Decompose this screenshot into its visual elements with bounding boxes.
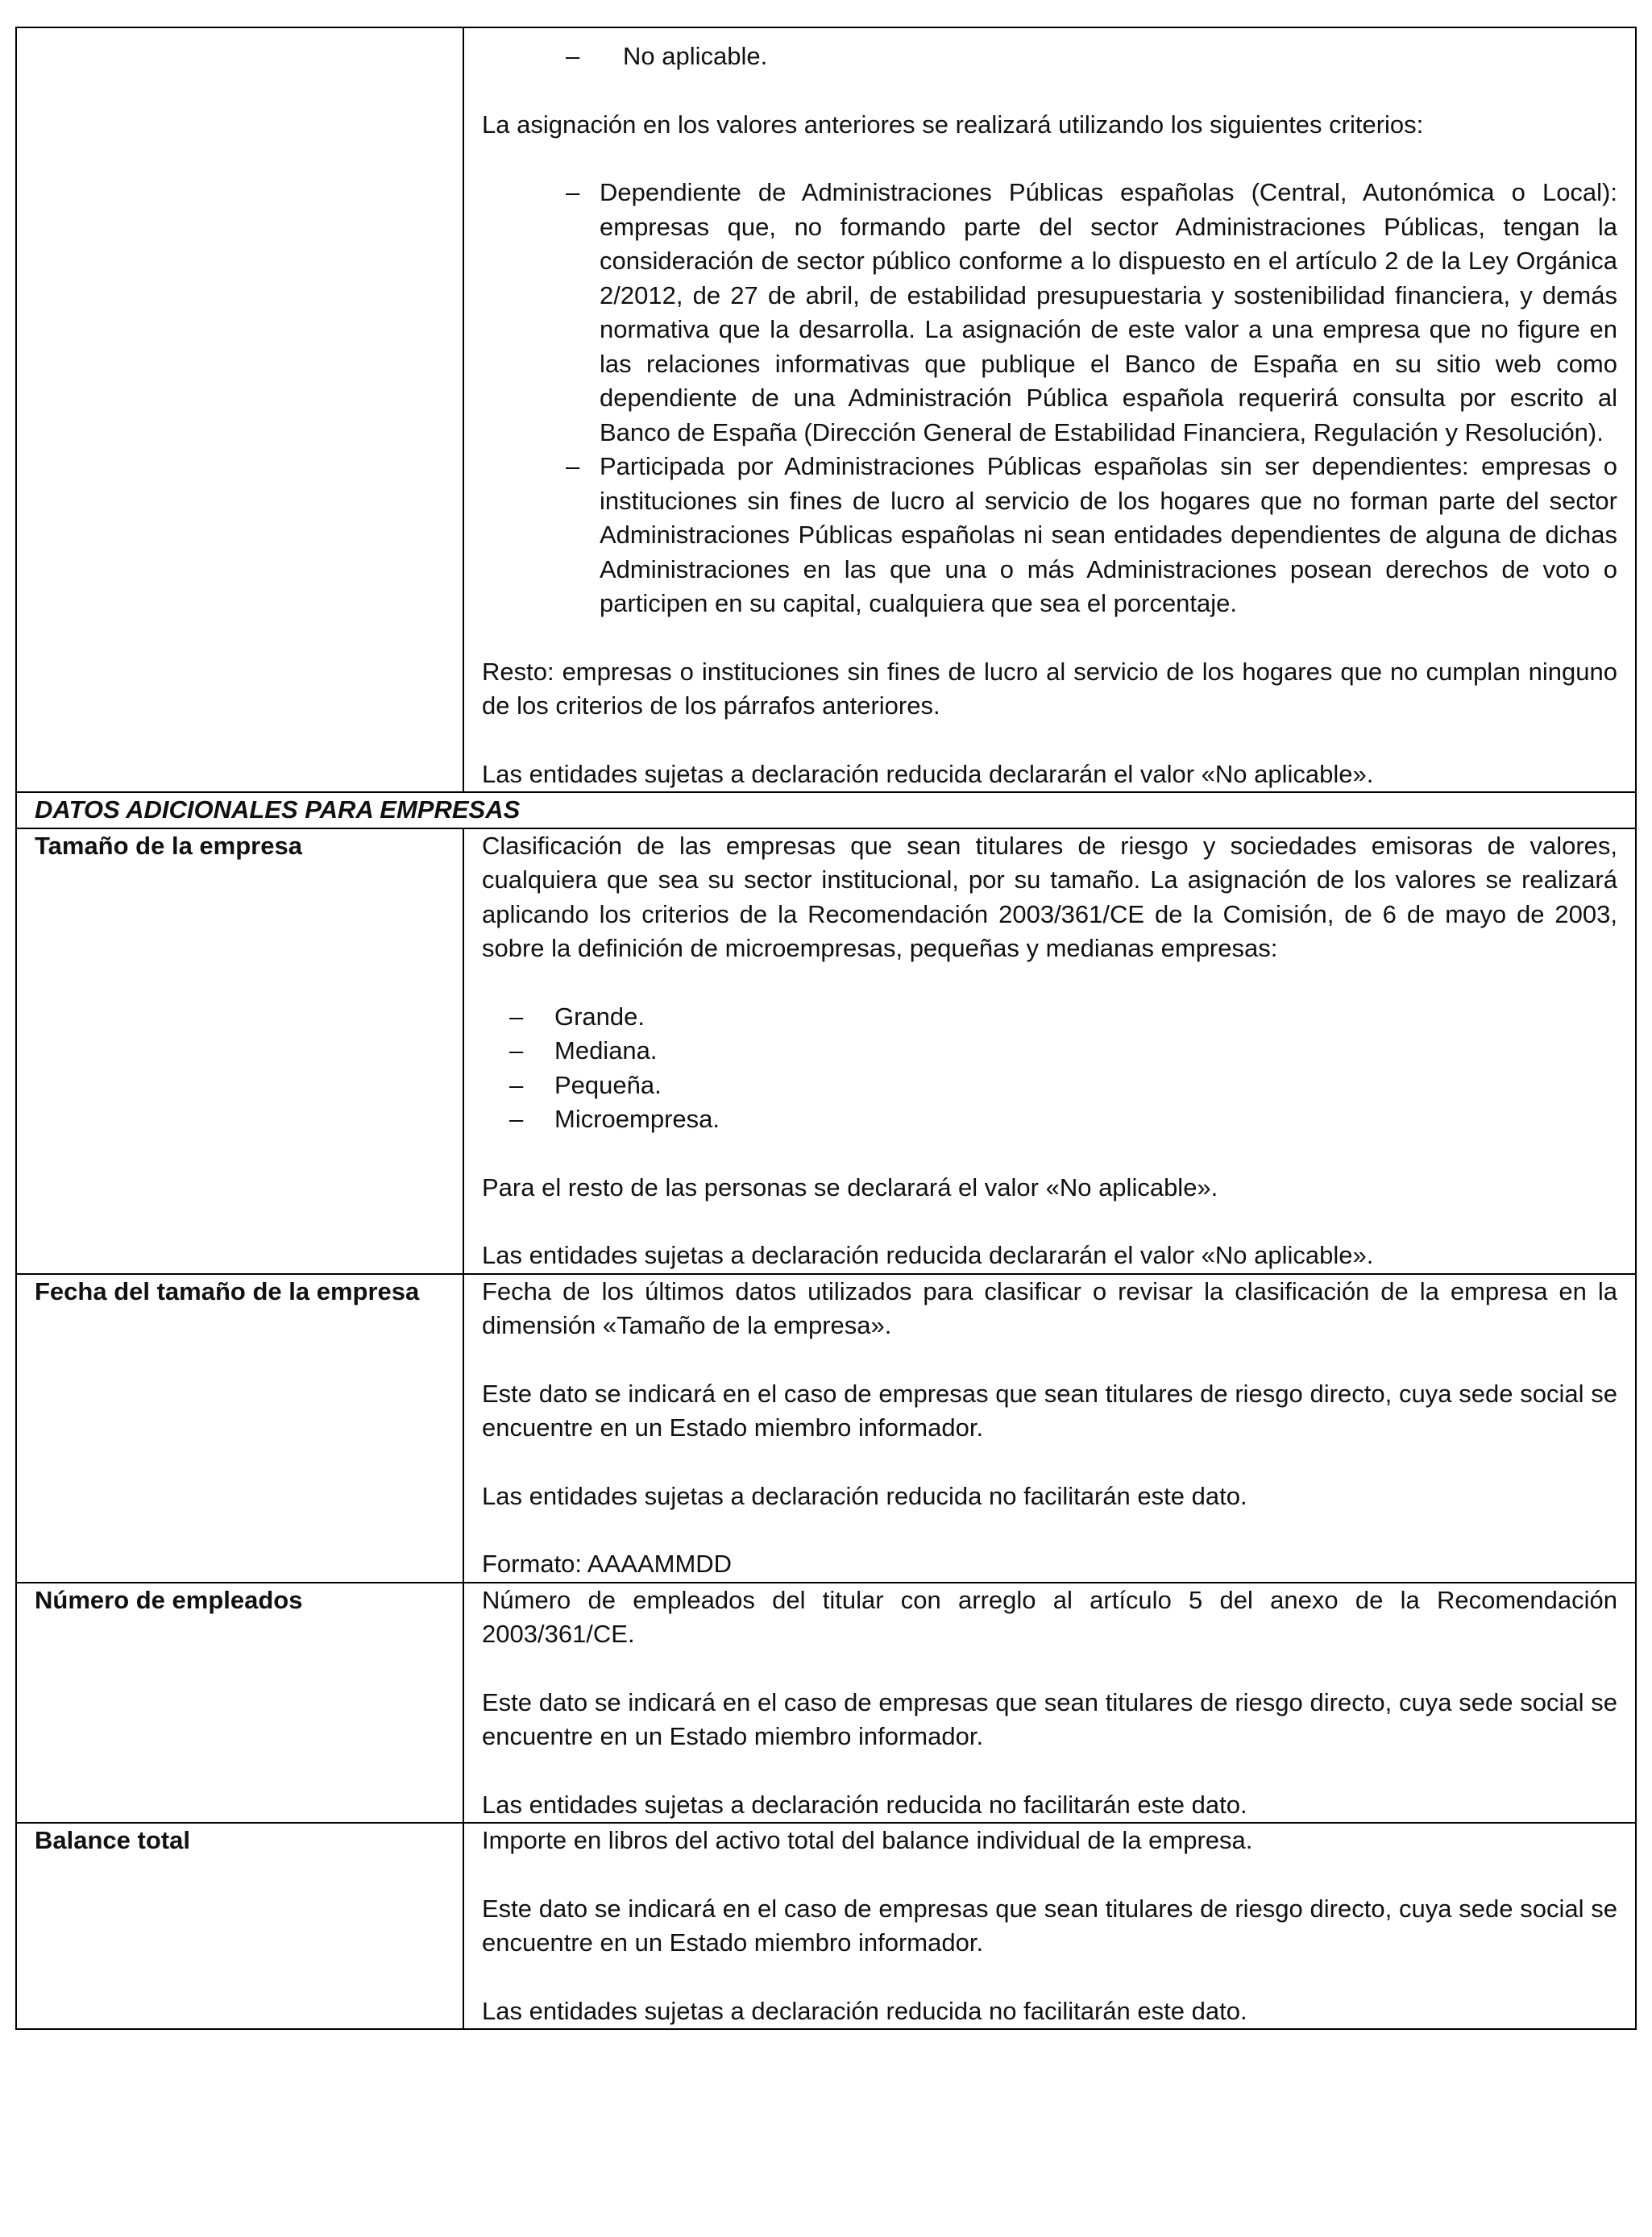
dash-marker: – bbox=[566, 42, 580, 70]
paragraph: Las entidades sujetas a declaración reducida no facilitarán este dato. bbox=[482, 1481, 1247, 1510]
description-cell bbox=[463, 1583, 1636, 1824]
paragraph: Las entidades sujetas a declaración reducida no facilitarán este dato. bbox=[482, 1996, 1247, 2025]
paragraph: Este dato se indicará en el caso de empresas que sean titulares de riesgo directo, cuya sede social se encuentre en un Estado miembro informador. bbox=[482, 1687, 1617, 1750]
paragraph: La asignación en los valores anteriores se realizará utilizando los siguientes criterios: bbox=[482, 110, 1424, 139]
list-item bbox=[482, 1069, 1617, 1103]
row-label: Tamaño de la empresa bbox=[16, 828, 463, 1274]
list-item-text: Mediana. bbox=[554, 1036, 658, 1065]
paragraph: Formato: AAAAMMDD bbox=[482, 1550, 733, 1578]
empty-label-cell bbox=[16, 27, 463, 792]
dash-marker: – bbox=[509, 1070, 524, 1099]
paragraph: Las entidades sujetas a declaración reducida declararán el valor «No aplicable». bbox=[482, 759, 1374, 788]
description-cell bbox=[463, 1274, 1636, 1583]
list-item bbox=[482, 1034, 1617, 1069]
paragraph: Número de empleados del titular con arreglo al artículo 5 del anexo de la Recomendación 2003/361/CE. bbox=[482, 1585, 1617, 1648]
dash-marker: – bbox=[509, 1105, 524, 1133]
paragraph: Este dato se indicará en el caso de empresas que sean titulares de riesgo directo, cuya sede social se encuentre en un Estado miembro informador. bbox=[482, 1379, 1617, 1442]
paragraph: Las entidades sujetas a declaración reducida no facilitarán este dato. bbox=[482, 1790, 1247, 1819]
description-cell bbox=[463, 828, 1636, 1274]
paragraph: Resto: empresas o instituciones sin fines de lucro al servicio de los hogares que no cumplan ninguno de los criterios de los párrafos anteriores. bbox=[482, 657, 1617, 720]
list-item-text: Participada por Administraciones Públicas españolas sin ser dependientes: empresas o instituciones sin fines de lucro al servicio de los hogares que no forman parte del sector Administraciones Públicas españolas ni sean entidades dependientes de alguna de dichas Administraciones en las que una o más Administraciones posean derechos de voto o participen en su capital, cualquiera que sea el porcentaje. bbox=[600, 452, 1617, 617]
list-item-text: No aplicable. bbox=[623, 42, 768, 70]
description-cell bbox=[463, 1823, 1636, 2029]
paragraph: Clasificación de las empresas que sean titulares de riesgo y sociedades emisoras de valores, cualquiera que sea su sector institucional, por su tamaño. La asignación de los valores se realizará aplicando los criterios de la Recomendación 2003/361/CE de la Comisión, de 6 de mayo de 2003, sobre la definición de microempresas, pequeñas y medianas empresas: bbox=[482, 831, 1617, 962]
paragraph: Importe en libros del activo total del balance individual de la empresa. bbox=[482, 1826, 1253, 1854]
list-item bbox=[482, 450, 1617, 621]
table-row bbox=[16, 1583, 1636, 1824]
list-item-text: Pequeña. bbox=[554, 1070, 662, 1099]
row-label: Número de empleados bbox=[16, 1583, 463, 1824]
list-item bbox=[482, 39, 1617, 74]
paragraph: Para el resto de las personas se declarará el valor «No aplicable». bbox=[482, 1172, 1218, 1202]
section-row bbox=[16, 792, 1636, 828]
table-row bbox=[16, 1823, 1636, 2029]
list-item-text: Microempresa. bbox=[554, 1105, 720, 1133]
paragraph: Fecha de los últimos datos utilizados para clasificar o revisar la clasificación de la empresa en la dimensión «Tamaño de la empresa». bbox=[482, 1276, 1617, 1339]
definitions-table bbox=[15, 27, 1637, 2030]
list-item bbox=[482, 1102, 1617, 1137]
row-label: Balance total bbox=[16, 1823, 463, 2029]
dash-marker: – bbox=[566, 452, 580, 480]
description-cell bbox=[463, 27, 1636, 792]
paragraph: Las entidades sujetas a declaración reducida declararán el valor «No aplicable». bbox=[482, 1241, 1374, 1269]
paragraph: Este dato se indicará en el caso de empresas que sean titulares de riesgo directo, cuya sede social se encuentre en un Estado miembro informador. bbox=[482, 1894, 1617, 1957]
list-item bbox=[482, 1000, 1617, 1035]
table-row bbox=[16, 27, 1636, 792]
table-row bbox=[16, 1274, 1636, 1583]
list-item-text: Grande. bbox=[554, 1002, 645, 1031]
list-item bbox=[482, 176, 1617, 450]
list-item-text: Dependiente de Administraciones Públicas españolas (Central, Autonómica o Local): empresas que, no formando parte del sector Administraciones Públicas, tengan la consideración de sector público conforme a lo dispuesto en el artículo 2 de la Ley Orgánica 2/2012, de 27 de abril, de estabilidad presupuestaria y sostenibilidad financiera, y demás normativa que la desarrolla. La asignación de este valor a una empresa que no figure en las relaciones informativas que publique el Banco de España en su sitio web como dependiente de una Administración Pública española requerirá consulta por escrito al Banco de España (Dirección General de Estabilidad Financiera, Regulación y Resolución). bbox=[600, 178, 1617, 446]
row-label: Fecha del tamaño de la empresa bbox=[16, 1274, 463, 1583]
dash-marker: – bbox=[509, 1036, 524, 1065]
section-title: DATOS ADICIONALES PARA EMPRESAS bbox=[16, 792, 1636, 828]
dash-marker: – bbox=[566, 178, 580, 206]
table-row bbox=[16, 828, 1636, 1274]
dash-marker: – bbox=[509, 1002, 524, 1031]
